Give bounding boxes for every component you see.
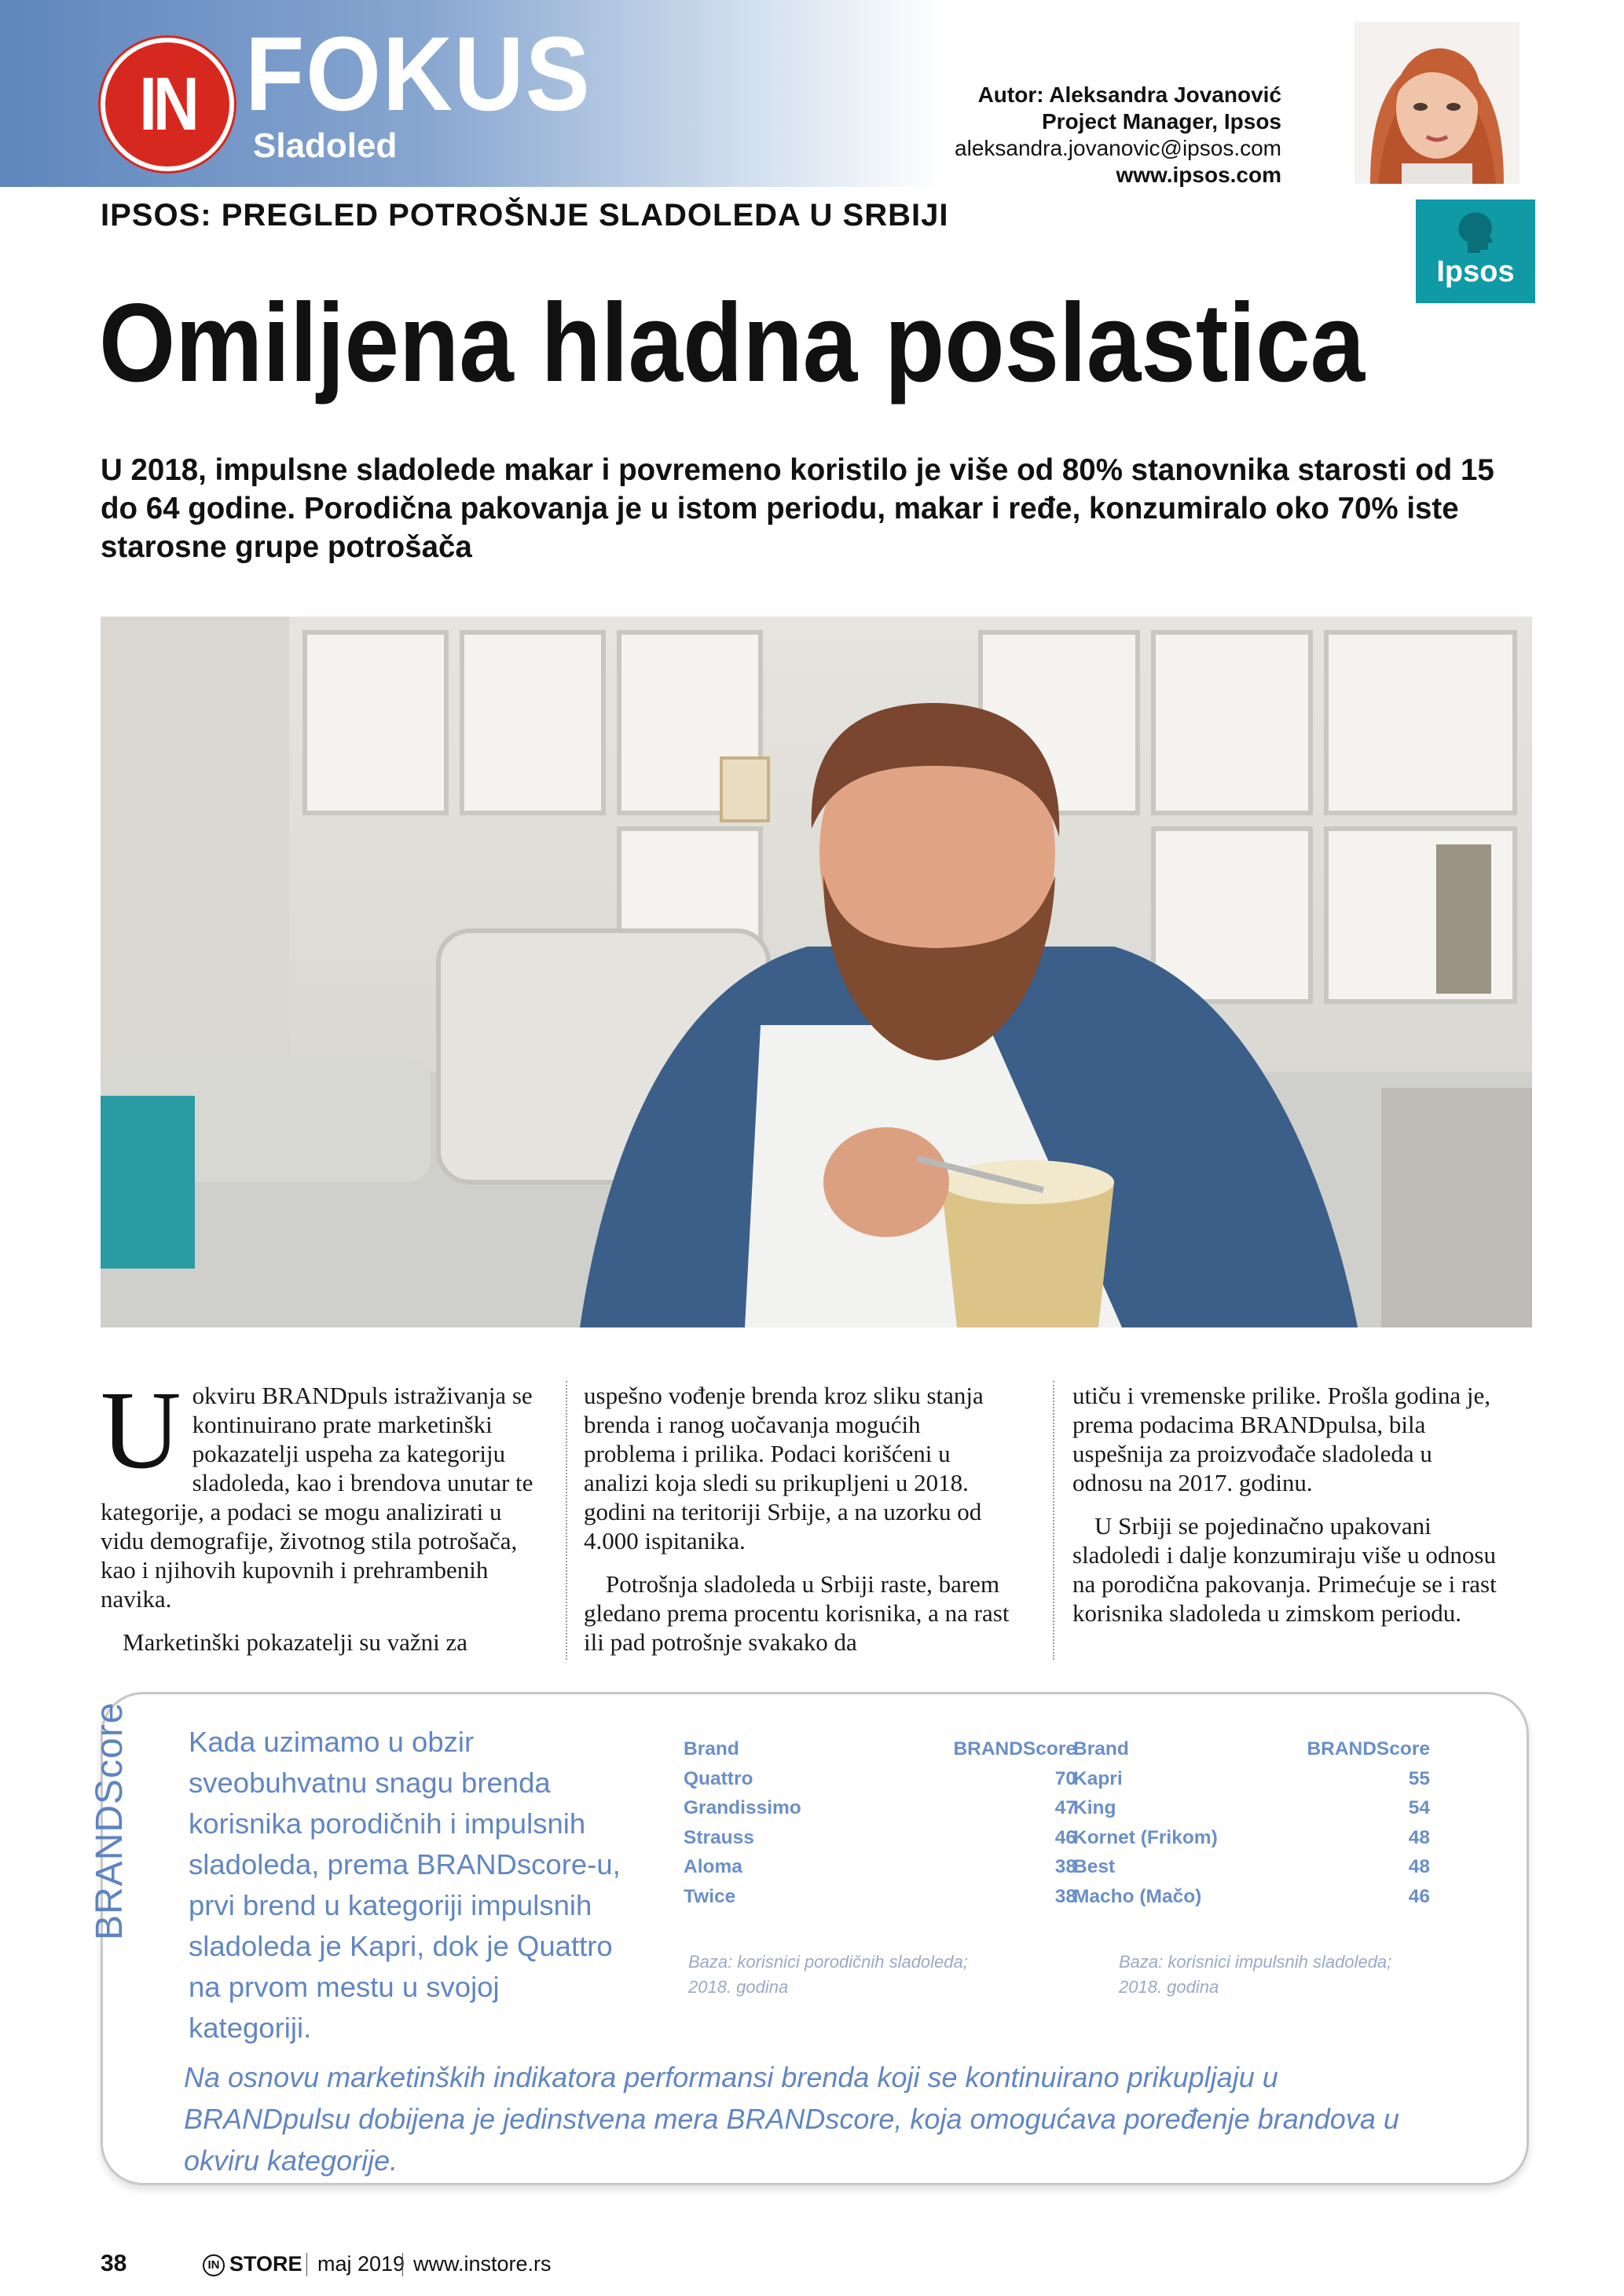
table-row — [684, 1823, 1076, 1853]
score-cell: 38 — [1054, 1885, 1076, 1907]
table-row — [684, 1793, 1076, 1823]
page-number: 38 — [101, 2250, 127, 2276]
column-divider — [1053, 1381, 1054, 1660]
impulse-table-base: Baza: korisnici impulsnih sladoleda; 2018. godina — [1119, 1952, 1392, 1997]
brand-cell: Twice — [684, 1885, 736, 1907]
header-score: BRANDScore — [1307, 1738, 1430, 1760]
section-title: FOKUS — [245, 16, 592, 133]
header-score: BRANDScore — [953, 1738, 1076, 1760]
logo-text: IN — [139, 62, 196, 146]
body-column-1 — [101, 1368, 534, 1671]
brand-cell: Grandissimo — [684, 1797, 801, 1818]
table-row — [1073, 1764, 1430, 1794]
brand-cell: Aloma — [684, 1856, 742, 1877]
body-column-2 — [584, 1381, 1017, 1671]
col3-paragraph-1: utiču i vremenske prilike. Prošla godina je, prema podacima BRANDpulsa, bila uspešnija za proizvođače sladoleda u odnosu na 2017. godinu. — [1072, 1382, 1491, 1496]
footer-divider — [306, 2253, 307, 2276]
col2-paragraph-1: uspešno vođenje brenda kroz sliku stanja brenda i ranog uočavanja mogućih problema i prilika. Podaci korišćeni u analizi koja sledi su prikupljeni u 2018. godini na teritoriji Srbije, a na uzorku od 4.000 ispitanika. — [584, 1382, 984, 1554]
brand-cell: Kornet (Frikom) — [1073, 1826, 1218, 1848]
author-website[interactable]: www.ipsos.com — [1116, 163, 1281, 187]
instore-logo — [101, 38, 234, 171]
score-cell: 54 — [1408, 1797, 1430, 1818]
table-row — [684, 1882, 1076, 1912]
table-header — [1073, 1734, 1430, 1764]
table-row — [1073, 1852, 1430, 1882]
score-cell: 48 — [1408, 1856, 1430, 1877]
header-brand: Brand — [684, 1738, 739, 1760]
brand-cell: Kapri — [1073, 1767, 1123, 1789]
brand-cell: King — [1073, 1797, 1116, 1818]
table-row — [684, 1764, 1076, 1794]
brandscore-footnote: Na osnovu marketinških indikatora performansi brenda koji se kontinuirano prikupljaju u BRANDpulsu dobijena je jedinstvena mera BRANDscore, koja omogućava poređenje brandova u okviru kategorije. — [184, 2061, 1399, 2177]
col2-paragraph-2: Potrošnja sladoleda u Srbiji raste, barem gledano prema procentu korisnika, a na rast ili pad potrošnje svakako da — [584, 1570, 1010, 1656]
footer-magazine — [203, 2251, 302, 2276]
author-block — [955, 82, 1281, 189]
table-header — [684, 1734, 1076, 1764]
lead-paragraph: U 2018, impulsne sladolede makar i povremeno koristilo je više od 80% stanovnika starosti od 15 do 64 godine. Porodična pakovanja je u istom periodu, makar i ređe, konzumiralo oko 70% iste starosne grupe potrošača — [101, 453, 1494, 564]
dropcap: U — [101, 1368, 181, 1492]
table-row — [1073, 1882, 1430, 1912]
col3-paragraph-2: U Srbiji se pojedinačno upakovani sladoledi i dalje konzumiraju više u odnosu na porodična pakovanja. Primećuje se i rast korisnika sladoleda u zimskom periodu. — [1072, 1512, 1497, 1627]
family-table-base: Baza: korisnici porodičnih sladoleda; 2018. godina — [688, 1952, 968, 1997]
author-portrait — [1355, 22, 1520, 184]
footer-issue: maj 2019 — [317, 2252, 405, 2276]
kicker: IPSOS: PREGLED POTROŠNJE SLADOLEDA U SRBIJI — [101, 198, 949, 233]
author-email[interactable]: aleksandra.jovanovic@ipsos.com — [955, 136, 1281, 160]
brandscore-side-label: BRANDScore — [89, 1701, 130, 1940]
author-name: Autor: Aleksandra Jovanović — [977, 82, 1281, 107]
impulse-brand-table — [1073, 1734, 1430, 1911]
score-cell: 47 — [1054, 1797, 1076, 1818]
section-subtitle: Sladoled — [253, 126, 398, 165]
column-divider — [566, 1381, 567, 1660]
brand-cell: Macho (Mačo) — [1073, 1885, 1202, 1907]
col1-paragraph-1: okviru BRANDpuls istraživanja se kontinuirano prate marketinški pokazatelji uspeha za kategoriju sladoleda, kao i brendova unutar te kategorije, a podaci se mogu analizirati u vidu demografije, životnog stila potrošača, kao i njihovih kupovnih i prehrambenih navika. — [101, 1382, 533, 1613]
score-cell: 38 — [1054, 1856, 1076, 1877]
header-brand: Brand — [1073, 1738, 1129, 1760]
ipsos-logo — [1416, 200, 1535, 303]
col1-paragraph-2: Marketinški pokazatelji su važni za — [123, 1628, 468, 1656]
brand-cell: Quattro — [684, 1767, 753, 1789]
ipsos-logo-text: Ipsos — [1436, 255, 1515, 288]
score-cell: 46 — [1408, 1885, 1430, 1907]
footer-divider — [402, 2253, 403, 2276]
ipsos-head-icon — [1450, 207, 1501, 258]
body-column-3 — [1072, 1381, 1506, 1642]
score-cell: 48 — [1408, 1826, 1430, 1848]
brand-cell: Best — [1073, 1856, 1116, 1877]
score-cell: 55 — [1408, 1767, 1430, 1789]
table-row — [1073, 1793, 1430, 1823]
brand-cell: Strauss — [684, 1826, 754, 1848]
family-brand-table — [684, 1734, 1076, 1911]
table-row — [684, 1852, 1076, 1882]
score-cell: 46 — [1054, 1826, 1076, 1848]
footer-url[interactable]: www.instore.rs — [413, 2252, 552, 2276]
magazine-name: STORE — [229, 2252, 302, 2276]
page-title: Omiljena hladna poslastica — [99, 280, 1366, 405]
brandscore-intro: Kada uzimamo u obzir sveobuhvatnu snagu brenda korisnika porodičnih i impulsnih sladoleda, prema BRANDscore-u, prvi brend u kategoriji impulsnih sladoleda je Kapri, dok je Quattro na prvom mestu u svojoj kategoriji. — [189, 1726, 621, 2044]
author-role: Project Manager, Ipsos — [1042, 109, 1281, 134]
score-cell: 70 — [1054, 1767, 1076, 1789]
table-row — [1073, 1823, 1430, 1853]
magazine-mark-icon: IN — [203, 2254, 225, 2276]
hero-photo — [101, 617, 1532, 1327]
